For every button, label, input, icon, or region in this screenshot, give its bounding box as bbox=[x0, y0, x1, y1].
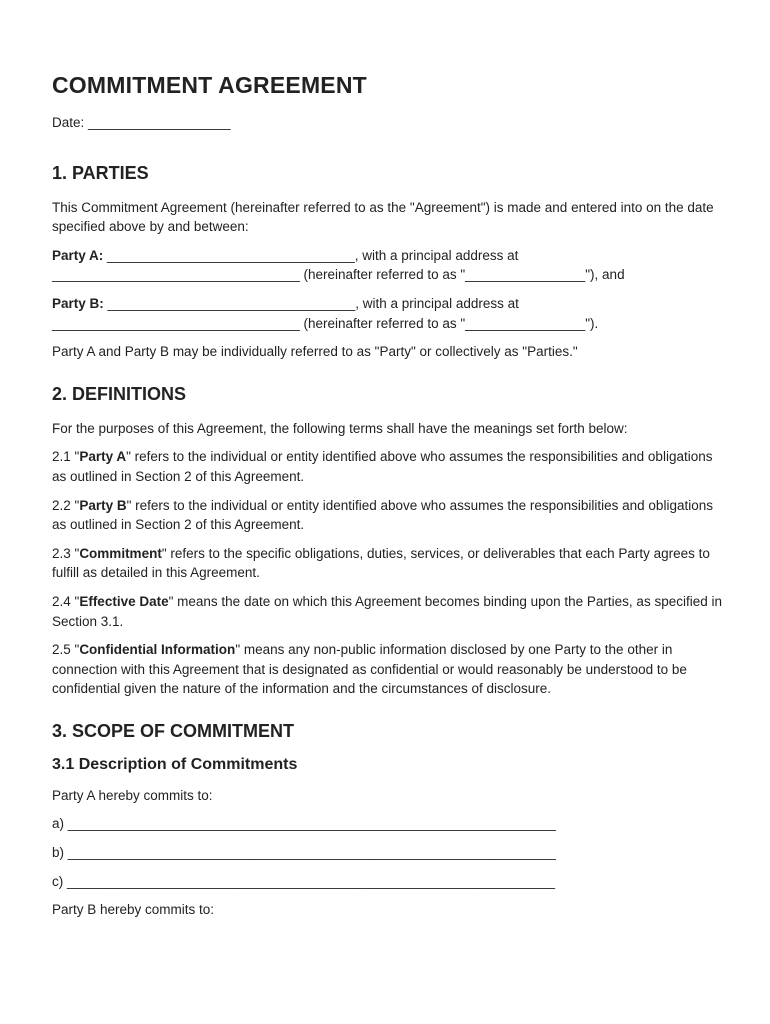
party-b-text: _________________________________, with a principal address at _________________________________ (hereinafter referred to as "________________"). bbox=[52, 295, 599, 331]
party-a-label: Party A: bbox=[52, 247, 104, 263]
party-b-paragraph bbox=[52, 294, 730, 333]
definition-item: 2.1 "Party A" refers to the individual or entity identified above who assumes the responsibilities and obligations as outlined in Section 2 of this Agreement. bbox=[52, 449, 713, 484]
section-parties bbox=[52, 163, 730, 362]
party-a-paragraph bbox=[52, 246, 730, 285]
parties-collective: Party A and Party B may be individually referred to as "Party" or collectively as "Parties." bbox=[52, 344, 578, 360]
section-heading-parties: 1. PARTIES bbox=[52, 162, 149, 183]
parties-intro: This Commitment Agreement (hereinafter referred to as the "Agreement") is made and entered into on the date specified above by and between: bbox=[52, 199, 714, 235]
definition-term: Commitment bbox=[79, 545, 162, 561]
section-scope bbox=[52, 721, 730, 920]
definition-item: 2.2 "Party B" refers to the individual or entity identified above who assumes the responsibilities and obligations as outlined in Section 2 of this Agreement. bbox=[52, 497, 713, 533]
date-line: Date: ___________________ bbox=[52, 115, 231, 130]
sub-heading-description: 3.1 Description of Commitments bbox=[52, 755, 298, 773]
party-a-text: _________________________________, with a principal address at _________________________________ (hereinafter referred to as "________________"), and bbox=[52, 247, 625, 283]
section-heading-definitions: 2. DEFINITIONS bbox=[52, 383, 187, 404]
definition-item: 2.4 "Effective Date" means the date on which this Agreement becomes binding upon the Parties, as specified in Section 3.1. bbox=[52, 593, 722, 629]
definition-term: Effective Date bbox=[79, 593, 169, 609]
document-title: COMMITMENT AGREEMENT bbox=[52, 72, 367, 98]
definition-term: Confidential Information bbox=[79, 642, 236, 658]
commitment-line-a: a) _________________________________________________________________ bbox=[52, 816, 556, 832]
definition-item: 2.3 "Commitment" refers to the specific obligations, duties, services, or deliverables that each Party agrees to fulfill as detailed in this Agreement. bbox=[52, 545, 710, 581]
definition-term: Party B bbox=[79, 497, 127, 513]
party-b-commits: Party B hereby commits to: bbox=[52, 902, 215, 918]
definition-term: Party A bbox=[79, 449, 127, 465]
section-definitions bbox=[52, 384, 730, 699]
definition-item: 2.5 "Confidential Information" means any non-public information disclosed by one Party to the other in connection with this Agreement that is designated as confidential or would reasonably be understood to be confidential given the nature of the information and the circumstances of disclosure. bbox=[52, 642, 687, 697]
commitment-line-c: c) _________________________________________________________________ bbox=[52, 873, 556, 889]
party-a-commits: Party A hereby commits to: bbox=[52, 787, 213, 803]
commitment-line-b: b) _________________________________________________________________ bbox=[52, 845, 556, 861]
party-b-label: Party B: bbox=[52, 295, 104, 311]
section-heading-scope: 3. SCOPE OF COMMITMENT bbox=[52, 720, 295, 741]
definitions-intro: For the purposes of this Agreement, the following terms shall have the meanings set forth below: bbox=[52, 420, 628, 436]
